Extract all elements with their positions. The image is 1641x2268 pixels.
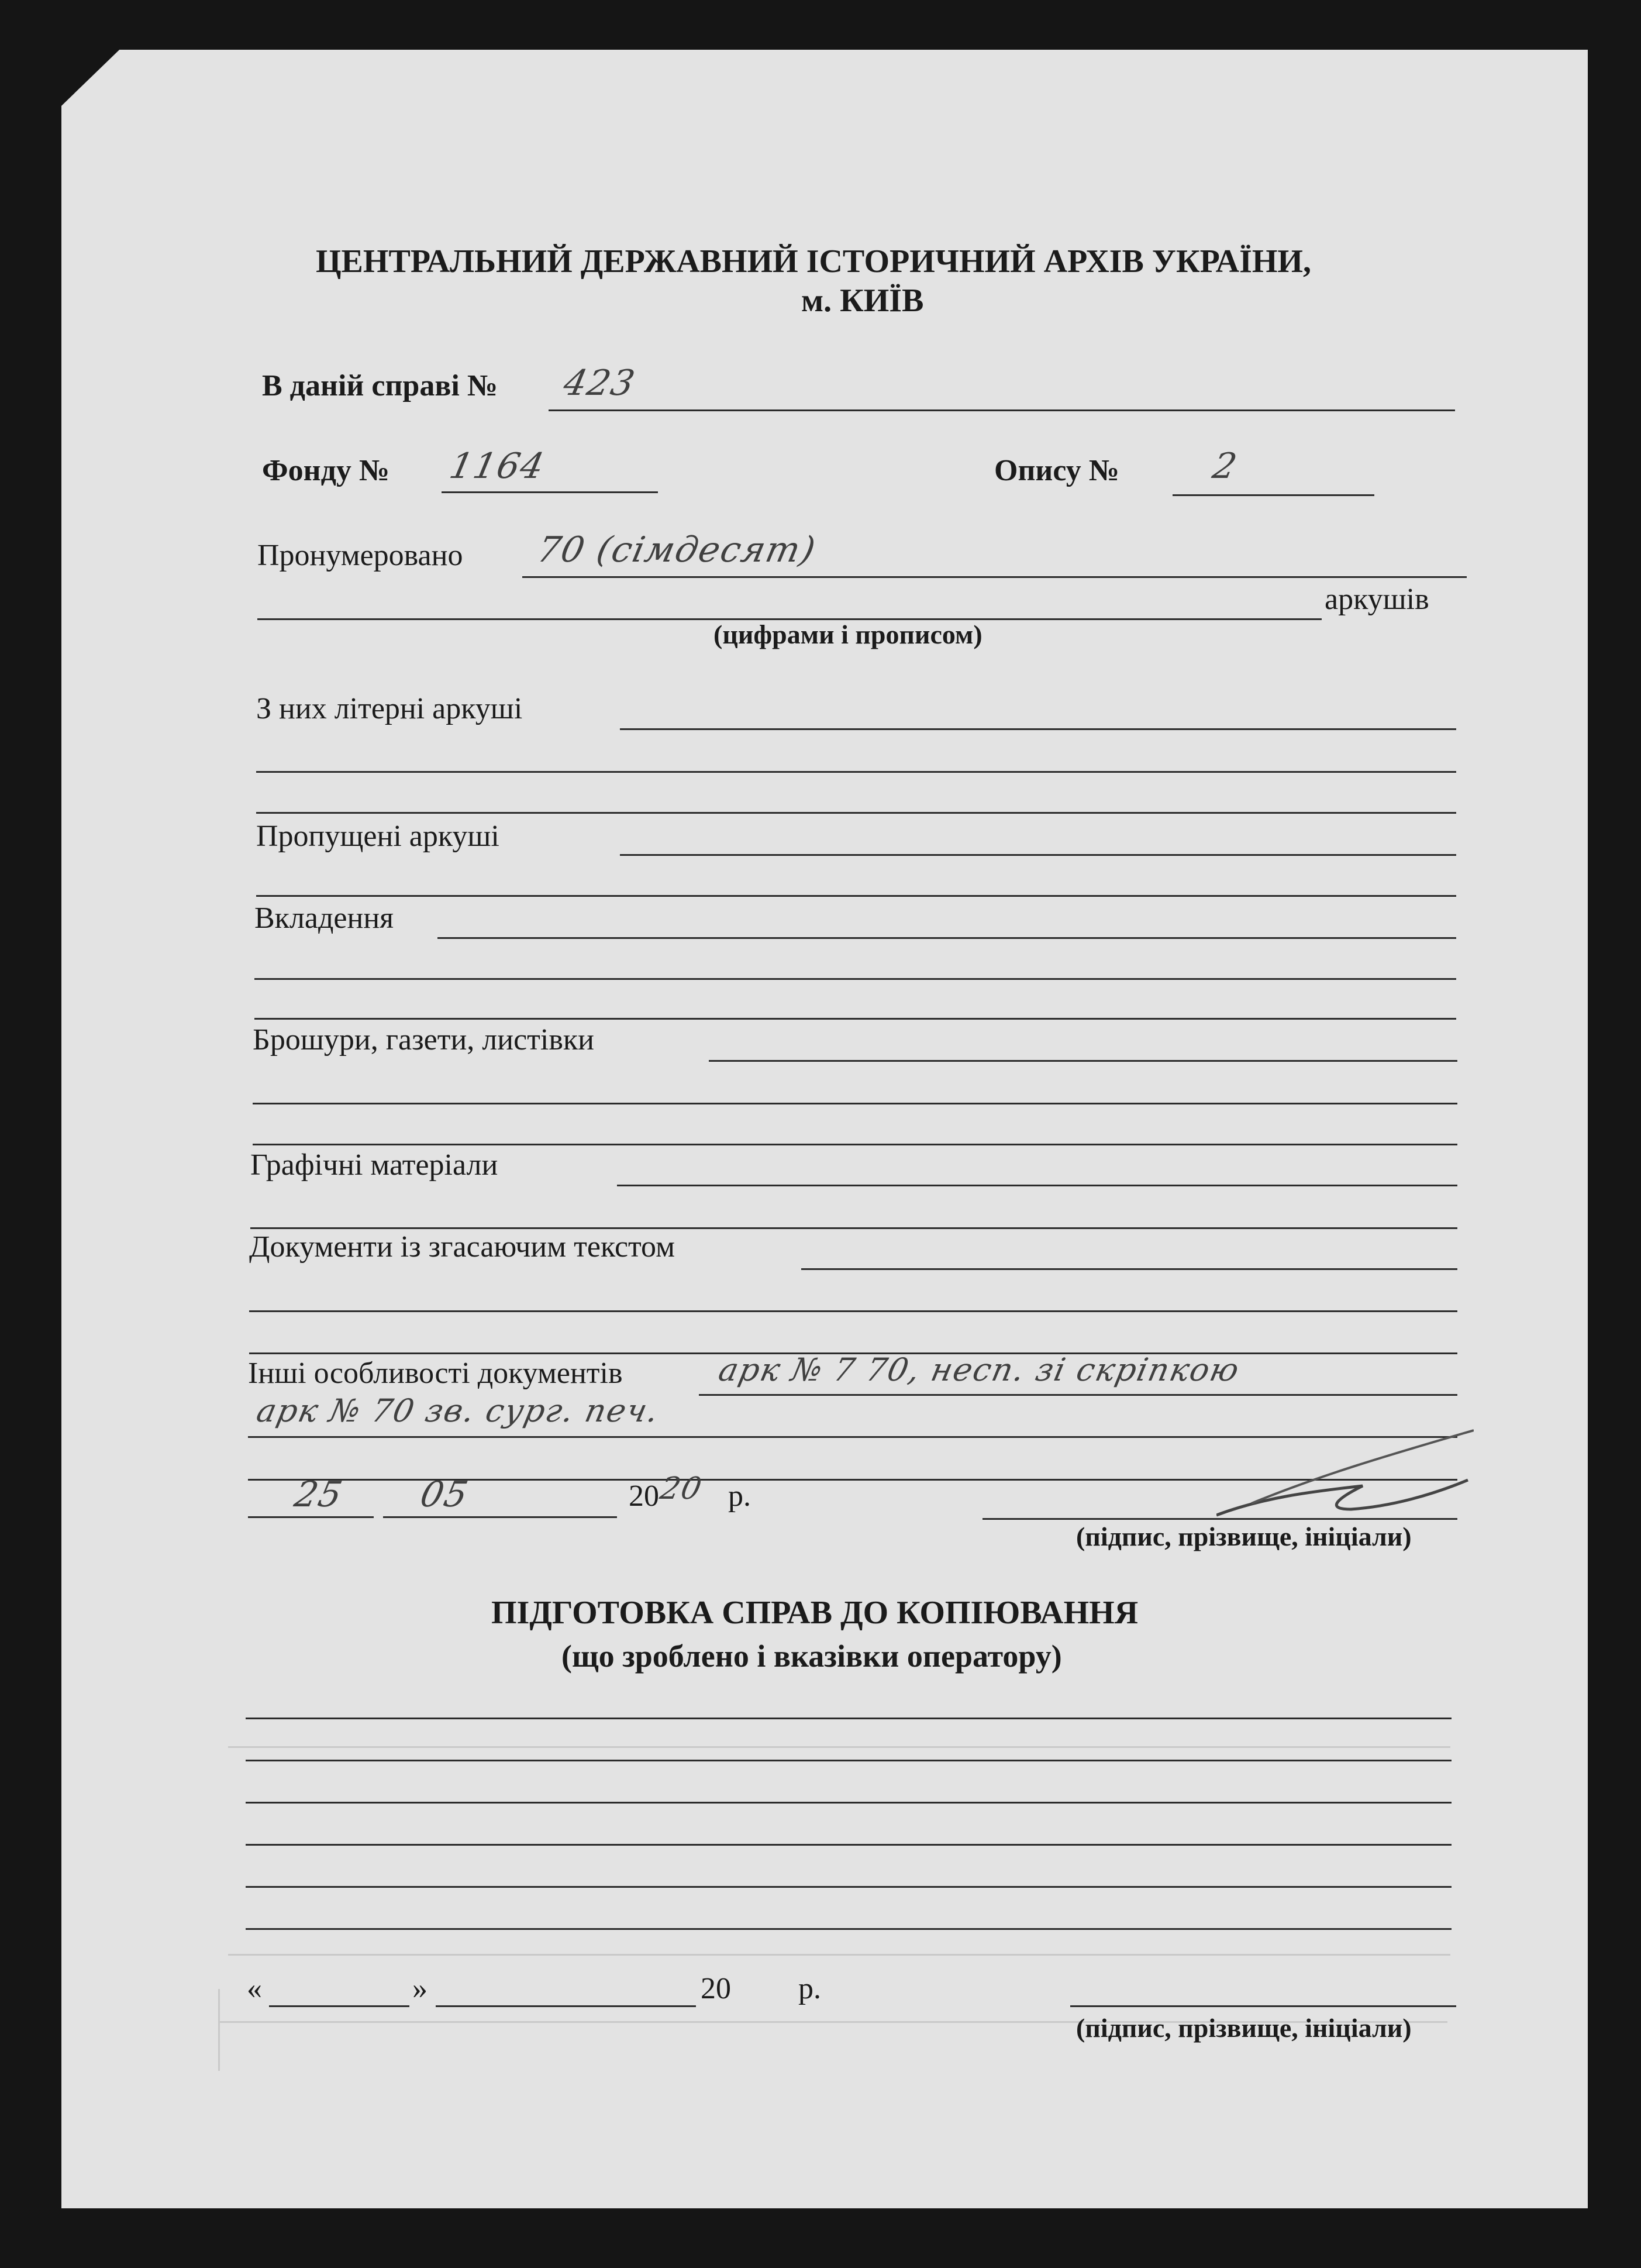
show-through-line	[228, 1746, 1450, 1748]
fond-value: 1164	[446, 446, 549, 487]
missing-sheets-line	[620, 854, 1456, 856]
letter-sheets-label: З них літерні аркуші	[256, 692, 523, 725]
copy-signature-line	[1070, 2005, 1456, 2007]
numbered-line	[522, 576, 1467, 578]
numbered-hint: (цифрами і прописом)	[713, 620, 982, 649]
letter-sheets-line-2	[256, 771, 1456, 773]
case-number-label: В даній справі №	[262, 369, 498, 402]
letter-sheets-line	[620, 728, 1456, 730]
copy-line-6	[246, 1928, 1452, 1930]
missing-sheets-line-2	[256, 895, 1456, 897]
copy-section-title: ПІДГОТОВКА СПРАВ ДО КОПІЮВАННЯ	[491, 1595, 1139, 1631]
copy-line-2	[246, 1760, 1452, 1761]
other-features-label: Інші особливості документів	[248, 1357, 623, 1390]
faded-docs-label: Документи із згасаючим текстом	[249, 1230, 675, 1264]
numbered-label: Пронумеровано	[257, 539, 463, 572]
date-day-line	[248, 1516, 374, 1518]
attachments-line-2	[254, 978, 1456, 980]
missing-sheets-label: Пропущені аркуші	[256, 820, 499, 853]
brochures-line-3	[253, 1144, 1457, 1145]
attachments-line-3	[254, 1018, 1456, 1020]
signature-hint: (підпис, прізвище, ініціали)	[1076, 1522, 1412, 1551]
fond-line	[442, 491, 658, 493]
date-month-value: 05	[416, 1474, 473, 1515]
date-year-value: 20	[657, 1471, 706, 1506]
copy-date-suffix: р.	[798, 1972, 821, 2005]
copy-line-4	[246, 1844, 1452, 1846]
date-suffix: р.	[728, 1479, 751, 1513]
other-features-value-2: арк № 70 зв. сург. печ.	[253, 1392, 663, 1429]
brochures-label: Брошури, газети, листівки	[253, 1023, 594, 1056]
opys-value: 2	[1209, 446, 1242, 487]
copy-line-1	[246, 1718, 1452, 1719]
case-number-value: 423	[560, 363, 639, 404]
case-number-line	[549, 409, 1455, 411]
signature-scribble	[1216, 1427, 1474, 1527]
copy-date-close-quote: »	[412, 1972, 428, 2005]
copy-section-subtitle: (що зроблено і вказівки оператору)	[561, 1639, 1062, 1674]
letter-sheets-line-3	[256, 812, 1456, 814]
graphics-line-2	[250, 1227, 1457, 1229]
copy-date-year: 20	[701, 1972, 731, 2005]
fond-label: Фонду №	[262, 454, 390, 487]
show-through-line	[218, 1989, 220, 2071]
archive-city: м. КИЇВ	[801, 283, 924, 319]
copy-line-3	[246, 1802, 1452, 1804]
numbered-value: 70 (сімдесят)	[533, 529, 820, 570]
faded-docs-line-2	[249, 1310, 1457, 1312]
copy-signature-hint: (підпис, прізвище, ініціали)	[1076, 2013, 1412, 2043]
date-month-line	[383, 1516, 617, 1518]
date-year-prefix: 20	[629, 1479, 659, 1513]
copy-date-day-line	[269, 2005, 409, 2007]
copy-date-open-quote: «	[247, 1972, 262, 2005]
attachments-label: Вкладення	[254, 901, 394, 935]
brochures-line-2	[253, 1103, 1457, 1104]
opys-line	[1173, 494, 1374, 496]
faded-docs-line	[801, 1268, 1457, 1270]
graphics-label: Графічні матеріали	[250, 1148, 498, 1182]
date-day-value: 25	[291, 1474, 347, 1515]
brochures-line	[709, 1060, 1457, 1062]
archive-title: ЦЕНТРАЛЬНИЙ ДЕРЖАВНИЙ ІСТОРИЧНИЙ АРХІВ УКРАЇНИ,	[316, 243, 1311, 280]
attachments-line	[437, 937, 1456, 939]
copy-date-month-line	[436, 2005, 696, 2007]
opys-label: Опису №	[994, 454, 1120, 487]
other-features-value-1: арк № 7 70, несп. зі скріпкою	[715, 1351, 1243, 1388]
copy-line-5	[246, 1886, 1452, 1888]
sheets-label: аркушів	[1325, 583, 1429, 616]
show-through-line	[228, 1954, 1450, 1956]
graphics-line	[617, 1185, 1457, 1186]
other-features-line	[699, 1394, 1457, 1396]
